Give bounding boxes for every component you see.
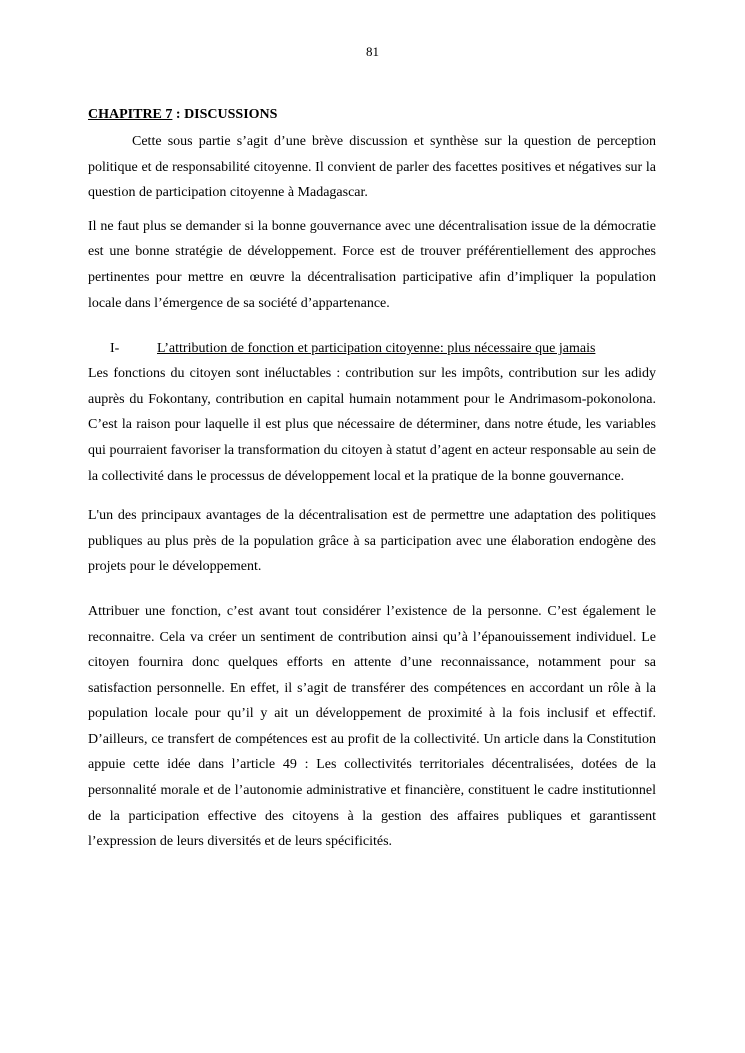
chapter-heading (88, 105, 656, 125)
section-heading (88, 337, 656, 360)
paragraph-governance: Il ne faut plus se demander si la bonne gouvernance avec une décentralisation issue de la démocratie est une bonne stratégie de développement. Force est de trouver préférentiellement des approches pertinentes pour mettre en œuvre la décentralisation participative afin d’impliquer la population locale dans l’émergence de sa société d’appartenance. (88, 218, 656, 311)
chapter-label: CHAPITRE 7 (88, 107, 173, 122)
paragraph-decentralisation-advantages: L'un des principaux avantages de la décentralisation est de permettre une adaptation des politiques publiques au plus près de la population grâce à sa participation avec une élaboration endogène des projets pour le développement. (88, 508, 656, 575)
paragraph-attribution: Attribuer une fonction, c’est avant tout considérer l’existence de la personne. C’est également le reconnaitre. Cela va créer un sentiment de contribution ainsi qu’à l’épanouissement individuel. Le citoyen fournira donc quelques efforts en attente d’une reconnaissance, notamment pour sa satisfaction personnelle. En effet, il s’agit de transférer des compétences en accordant un rôle à la population locale pour qu’il y ait un développement de proximité à la fois inclusif et effectif. D’ailleurs, ce transfert de compétences est au profit de la collectivité. Un article dans la Constitution appuie cette idée dans l’article 49 : Les collectivités territoriales décentralisées, dotées de la personnalité morale et de l’autonomie administrative et financière, constituent le cadre institutionnel de la participation effective des citoyens à la gestion des affaires publiques et garantissent l’expression de leurs diversités et de leurs spécificités. (88, 603, 656, 850)
section-number: I- (110, 341, 120, 357)
chapter-title: : DISCUSSIONS (172, 107, 278, 122)
paragraph-intro: Cette sous partie s’agit d’une brève discussion et synthèse sur la question de perception politique et de responsabilité citoyenne. Il convient de parler des facettes positives et négatives sur la question de participation citoyenne à Madagascar. (88, 134, 656, 201)
page-number: 81 (366, 44, 379, 59)
section-title: L’attribution de fonction et participation citoyenne: plus nécessaire que jamais (157, 341, 596, 357)
paragraph-citizen-functions: Les fonctions du citoyen sont inéluctables : contribution sur les impôts, contribution sur les adidy auprès du Fokontany, contribution en capital humain notamment pour le Andrimasom-pokonolona. C’est la raison pour laquelle il est plus que nécessaire de déterminer, dans notre étude, les variables qui pourraient favoriser la transformation du citoyen à statut d’agent en acteur responsable au sein de la collectivité dans le processus de développement local et la pratique de la bonne gouvernance. (88, 366, 656, 484)
document-body (88, 105, 656, 855)
